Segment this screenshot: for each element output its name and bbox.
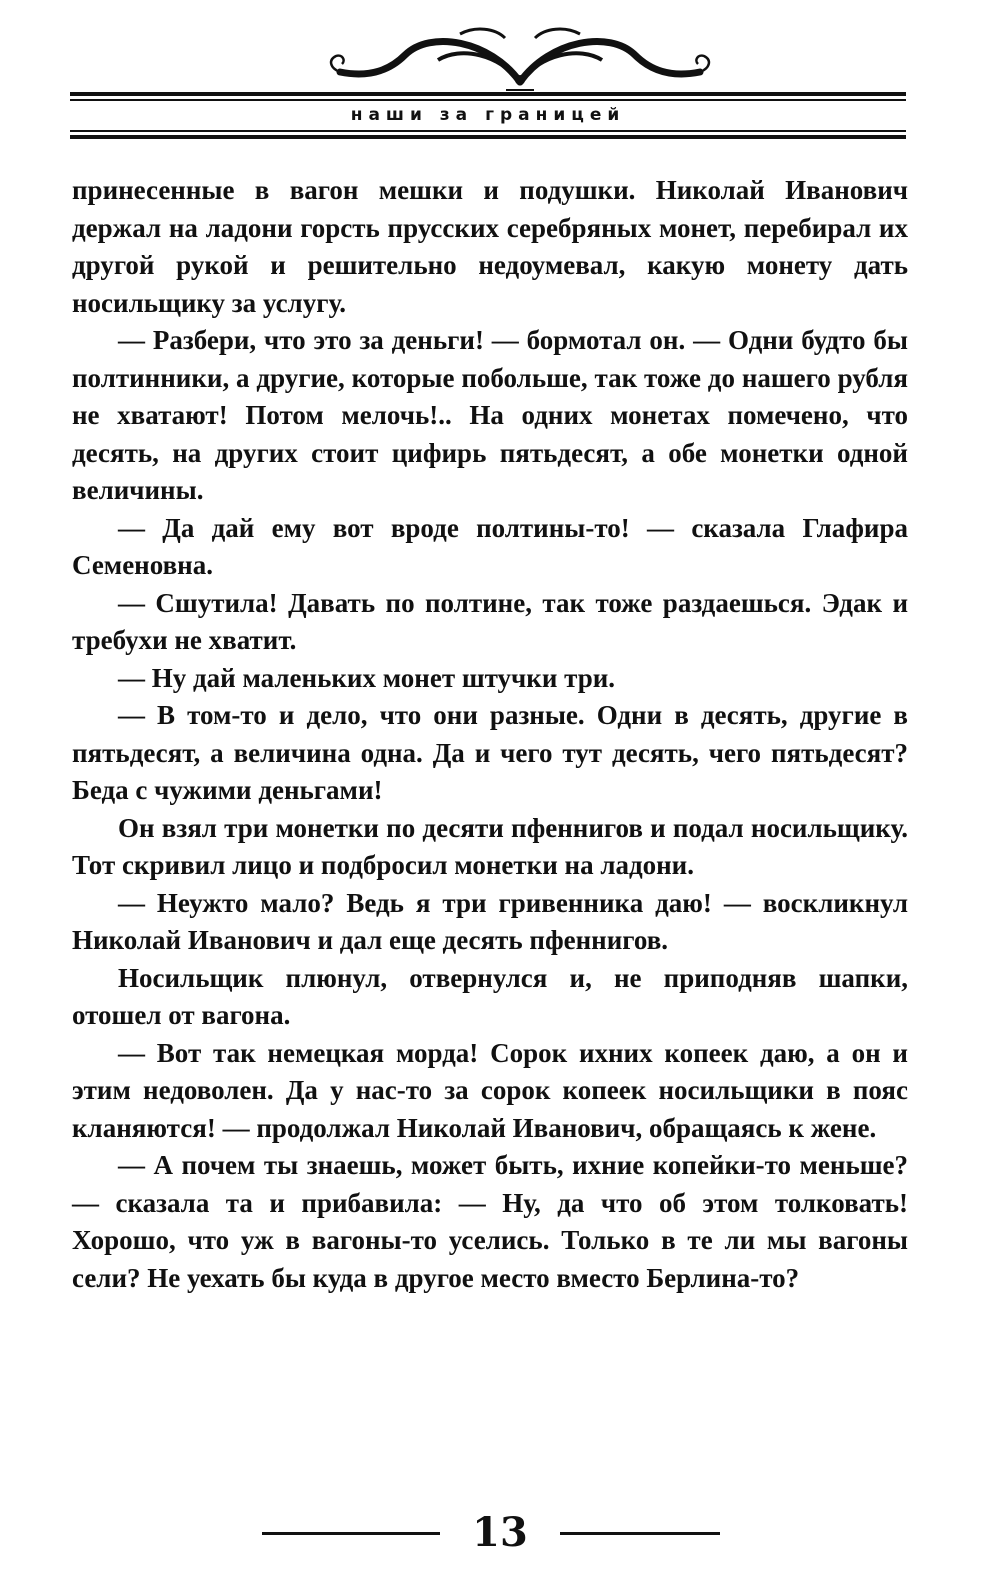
paragraph: — Ну дай маленьких монет штучки три. bbox=[118, 662, 616, 693]
paragraph: — Да дай ему вот вроде полтины-то! — сказала Глафира Семеновна. bbox=[72, 512, 908, 580]
header-rule-bottom-thin bbox=[70, 130, 906, 132]
flourish-ornament-icon bbox=[310, 20, 730, 98]
paragraph: Носильщик плюнул, отвернулся и, не приподняв шапки, отошел от вагона. bbox=[72, 962, 908, 1030]
paragraph: — Неужто мало? Ведь я три гривенника даю! — воскликнул Николай Иванович и дал еще десять пфеннигов. bbox=[72, 887, 908, 955]
paragraph: — А почем ты знаешь, может быть, ихние копейки-то меньше? — сказала та и прибавила: — Ну, да что об этом толковать! Хорошо, что уж в вагоны-то уселись. Только в те ли мы вагоны сели? Не уехать бы куда в другое место вместо Берлина-то? bbox=[72, 1150, 908, 1293]
paragraph: принесенные в вагон мешки и подушки. Николай Иванович держал на ладони горсть прусских серебряных монет, перебирал их другой рукой и решительно недоумевал, какую монету дать носильщику за услугу. bbox=[72, 175, 908, 318]
footer-rule-left bbox=[262, 1532, 440, 1535]
header-rule-bottom-thick bbox=[70, 135, 906, 139]
header-rule-top-thin bbox=[70, 99, 906, 101]
running-head bbox=[70, 103, 906, 127]
body-text bbox=[72, 172, 908, 1297]
page-header bbox=[70, 20, 906, 150]
page-number: 13 bbox=[472, 1509, 528, 1556]
paragraph: — Разбери, что это за деньги! — бормотал он. — Одни будто бы полтинники, а другие, которые побольше, так тоже до нашего рубля не хватают! Потом мелочь!.. На одних монетах помечено, что десять, на других стоит цифирь пятьдесят, а обе монетки одной величины. bbox=[72, 325, 908, 505]
footer-rule-right bbox=[560, 1532, 720, 1535]
page-footer bbox=[0, 1508, 1000, 1558]
paragraph: Он взял три монетки по десяти пфеннигов и подал носильщику. Тот скривил лицо и подбросил монетки на ладони. bbox=[72, 812, 908, 880]
paragraph: — Сшутила! Давать по полтине, так тоже раздаешься. Эдак и требухи не хватит. bbox=[72, 587, 908, 655]
header-rule-top-thick bbox=[70, 92, 906, 96]
running-head-title: наши за границей bbox=[347, 105, 630, 125]
paragraph: — Вот так немецкая морда! Сорок ихних копеек даю, а он и этим недоволен. Да у нас-то за сорок копеек носильщики в пояс кланяются! — продолжал Николай Иванович, обращаясь к жене. bbox=[72, 1037, 908, 1143]
paragraph: — В том-то и дело, что они разные. Одни в десять, другие в пятьдесят, а величина одна. Да и чего тут десять, чего пятьдесят? Беда с чужими деньгами! bbox=[72, 700, 908, 805]
